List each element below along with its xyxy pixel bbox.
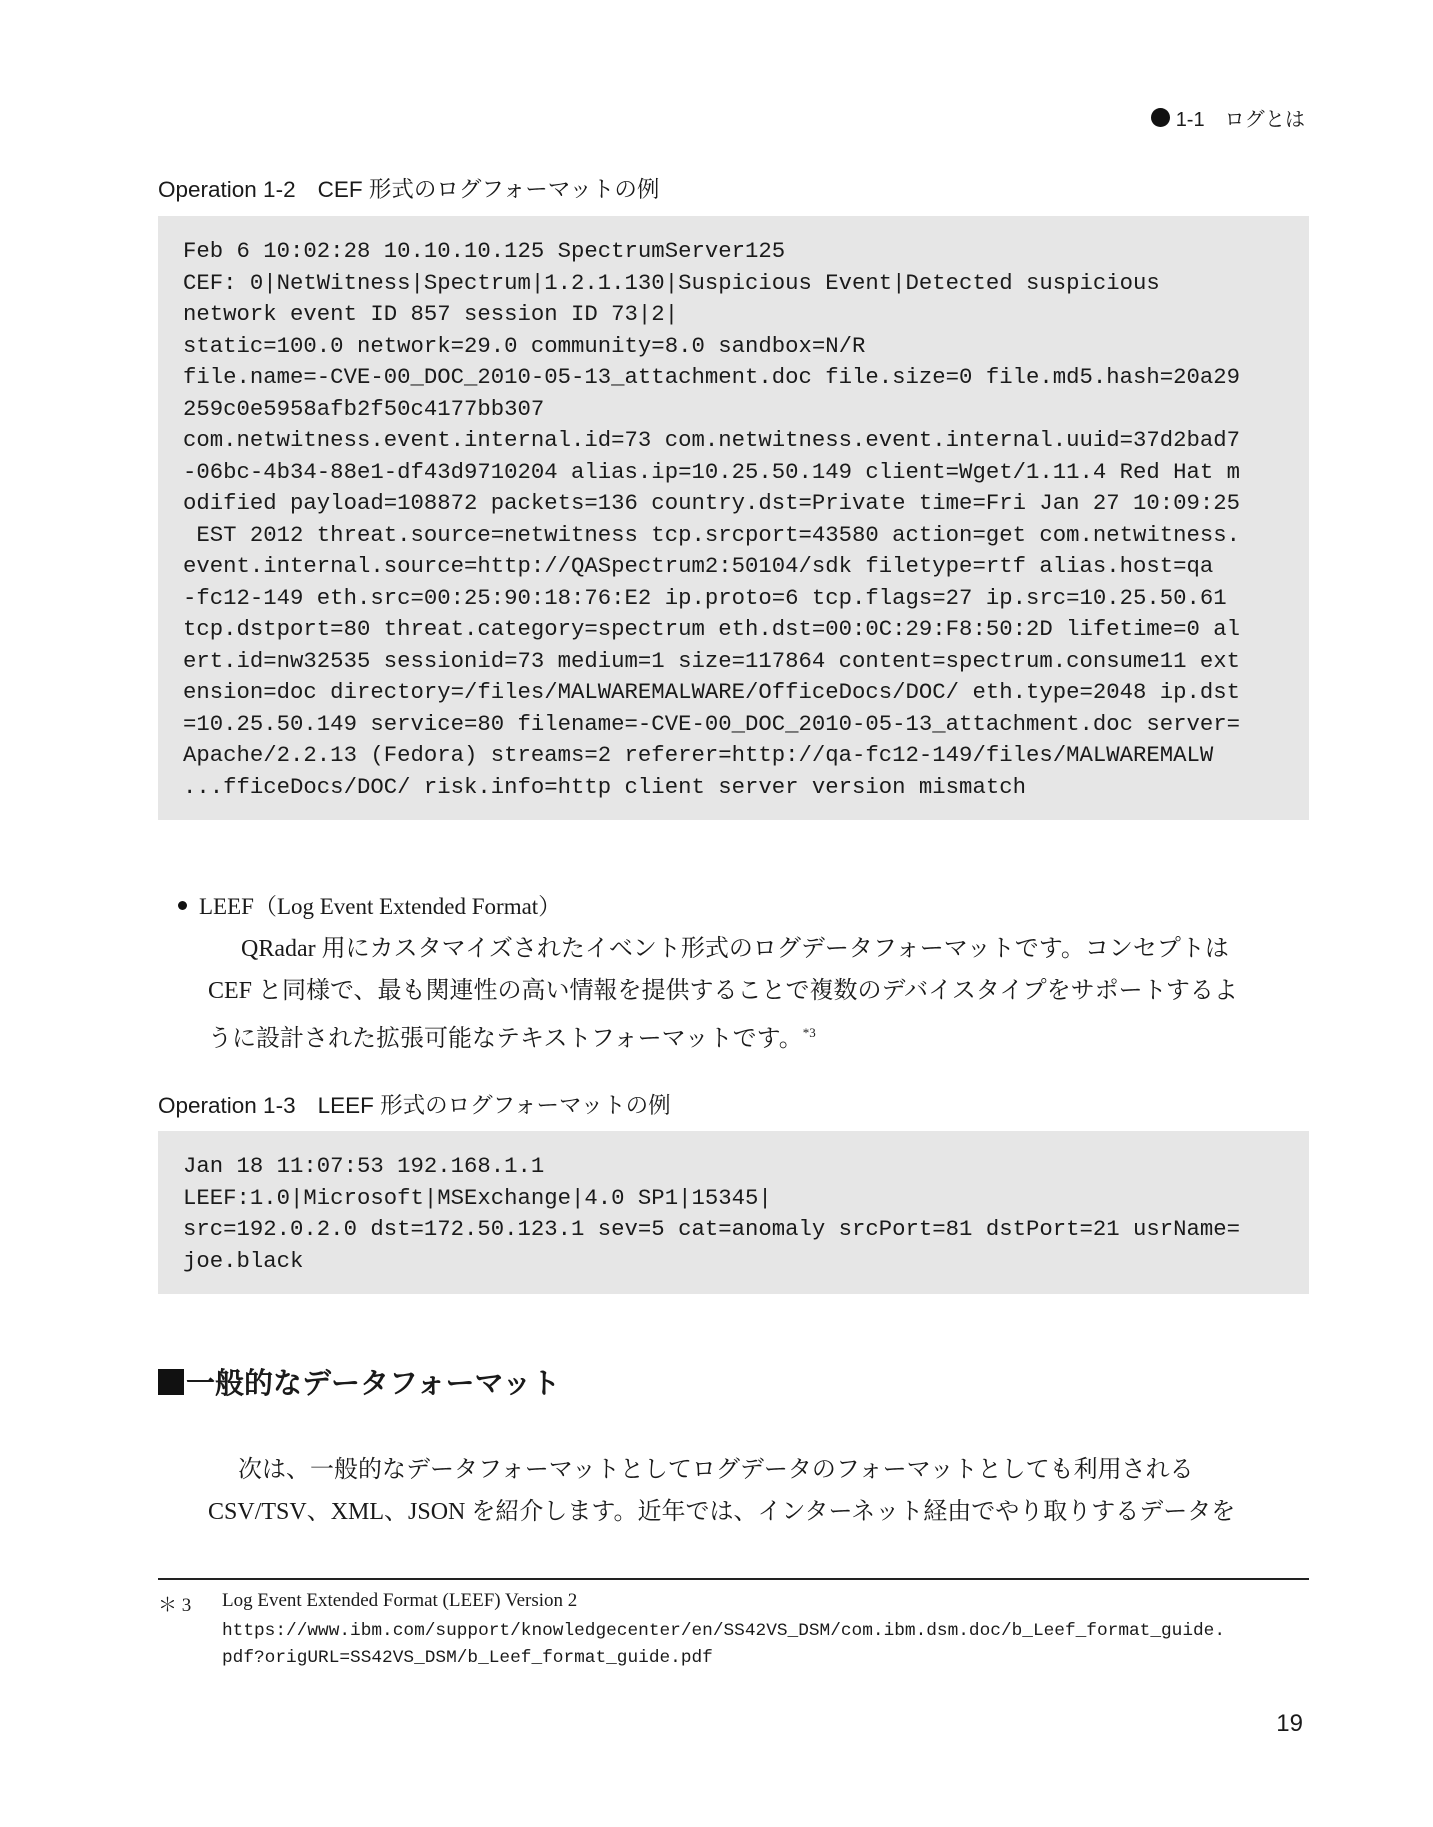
leef-bullet <box>178 888 561 921</box>
code-line: 259c0e5958afb2f50c4177bb307 <box>183 395 545 422</box>
paragraph-line: QRadar 用にカスタマイズされたイベント形式のログデータフォーマットです。コンセプトは <box>241 936 1229 962</box>
section-paragraph <box>208 1449 1309 1533</box>
code-line: network event ID 857 session ID 73|2| <box>183 301 679 327</box>
footnote-divider <box>158 1578 1309 1580</box>
bullet-dot-icon <box>178 901 187 910</box>
code-line: joe.black <box>183 1247 304 1274</box>
operation-1-2-caption <box>158 172 659 204</box>
code-line: com.netwitness.event.internal.id=73 com.netwitness.event.internal.uuid=37d2bad7 <box>183 427 1241 453</box>
running-head-label: 1-1 ログとは <box>1175 109 1305 131</box>
code-line: odified payload=108872 packets=136 country.dst=Private time=Fri Jan 27 10:09:25 <box>183 490 1241 516</box>
code-line: Apache/2.2.13 (Fedora) streams=2 referer=http://qa-fc12-149/files/MALWAREMALW <box>183 742 1214 768</box>
operation-title: LEEF 形式のログフォーマットの例 <box>317 1093 671 1118</box>
code-line: file.name=-CVE-00_DOC_2010-05-13_attachment.doc file.size=0 file.md5.hash=20a29 <box>183 364 1241 390</box>
code-line: ert.id=nw32535 sessionid=73 medium=1 size=117864 content=spectrum.consume11 ext <box>183 647 1241 674</box>
paragraph-line: 次は、一般的なデータフォーマットとしてログデータのフォーマットとしても利用される <box>238 1457 1194 1483</box>
running-head <box>1151 103 1305 132</box>
cef-code-block <box>158 216 1309 820</box>
operation-number: Operation 1-2 <box>158 177 296 202</box>
code-line: src=192.0.2.0 dst=172.50.123.1 sev=5 cat=anomaly srcPort=81 dstPort=21 usrName= <box>183 1216 1241 1242</box>
black-square-icon <box>158 1369 184 1395</box>
code-line: event.internal.source=http://QASpectrum2:50104/sdk filetype=rtf alias.host=qa <box>183 553 1214 579</box>
code-line: Feb 6 10:02:28 10.10.10.125 SpectrumServer125 <box>183 238 786 264</box>
section-heading <box>158 1361 560 1402</box>
leef-code-block <box>158 1131 1309 1294</box>
code-line: CEF: 0|NetWitness|Spectrum|1.2.1.130|Suspicious Event|Detected suspicious <box>183 269 1160 296</box>
code-line: Jan 18 11:07:53 192.168.1.1 <box>183 1153 545 1179</box>
operation-title: CEF 形式のログフォーマットの例 <box>317 177 660 202</box>
leef-code-text <box>183 1151 1309 1277</box>
paragraph-line: CSV/TSV、XML、JSON を紹介します。近年では、インターネット経由でやり取りするデータを <box>208 1499 1236 1525</box>
paragraph-line-text: うに設計された拡張可能なテキストフォーマットです。 <box>208 1026 803 1052</box>
leef-bullet-label: LEEF（Log Event Extended Format） <box>199 894 562 919</box>
code-line: EST 2012 threat.source=netwitness tcp.srcport=43580 action=get com.netwitness. <box>196 521 1241 548</box>
bullet-circle-icon <box>1151 108 1170 127</box>
code-line: ension=doc directory=/files/MALWAREMALWARE/OfficeDocs/DOC/ eth.type=2048 ip.dst <box>183 679 1241 705</box>
code-line: =10.25.50.149 service=80 filename=-CVE-00_DOC_2010-05-13_attachment.doc server= <box>183 710 1241 737</box>
footnote-reference[interactable]: *3 <box>802 1025 816 1040</box>
paragraph-line: CEF と同様で、最も関連性の高い情報を提供することで複数のデバイスタイプをサポートするよ <box>208 978 1238 1004</box>
code-line: -06bc-4b34-88e1-df43d9710204 alias.ip=10.25.50.149 client=Wget/1.11.4 Red Hat m <box>183 458 1241 485</box>
footnote-url-line[interactable]: https://www.ibm.com/support/knowledgecenter/en/SS42VS_DSM/com.ibm.dsm.doc/b_Leef_format_guide. <box>222 1621 1226 1641</box>
leef-paragraph <box>208 928 1309 1060</box>
page-number: 19 <box>1276 1710 1303 1737</box>
code-line: ...fficeDocs/DOC/ risk.info=http client server version mismatch <box>183 773 1026 800</box>
paragraph-line <box>208 1012 1309 1060</box>
operation-1-3-caption <box>158 1088 671 1120</box>
operation-number: Operation 1-3 <box>158 1093 296 1118</box>
footnote-mark: ＊ 3 <box>158 1595 192 1616</box>
code-line: -fc12-149 eth.src=00:25:90:18:76:E2 ip.proto=6 tcp.flags=27 ip.src=10.25.50.61 <box>183 584 1227 611</box>
section-heading-text: 一般的なデータフォーマット <box>186 1366 561 1400</box>
code-line: LEEF:1.0|Microsoft|MSExchange|4.0 SP1|15345| <box>183 1184 772 1211</box>
code-line: static=100.0 network=29.0 community=8.0 sandbox=N/R <box>183 332 866 359</box>
footnote-title: Log Event Extended Format (LEEF) Version 2 <box>222 1590 578 1611</box>
code-line: tcp.dstport=80 threat.category=spectrum eth.dst=00:0C:29:F8:50:2D lifetime=0 al <box>183 616 1241 642</box>
cef-code-text <box>183 236 1309 803</box>
footnote-url-line[interactable]: pdf?origURL=SS42VS_DSM/b_Leef_format_guide.pdf <box>222 1648 713 1668</box>
